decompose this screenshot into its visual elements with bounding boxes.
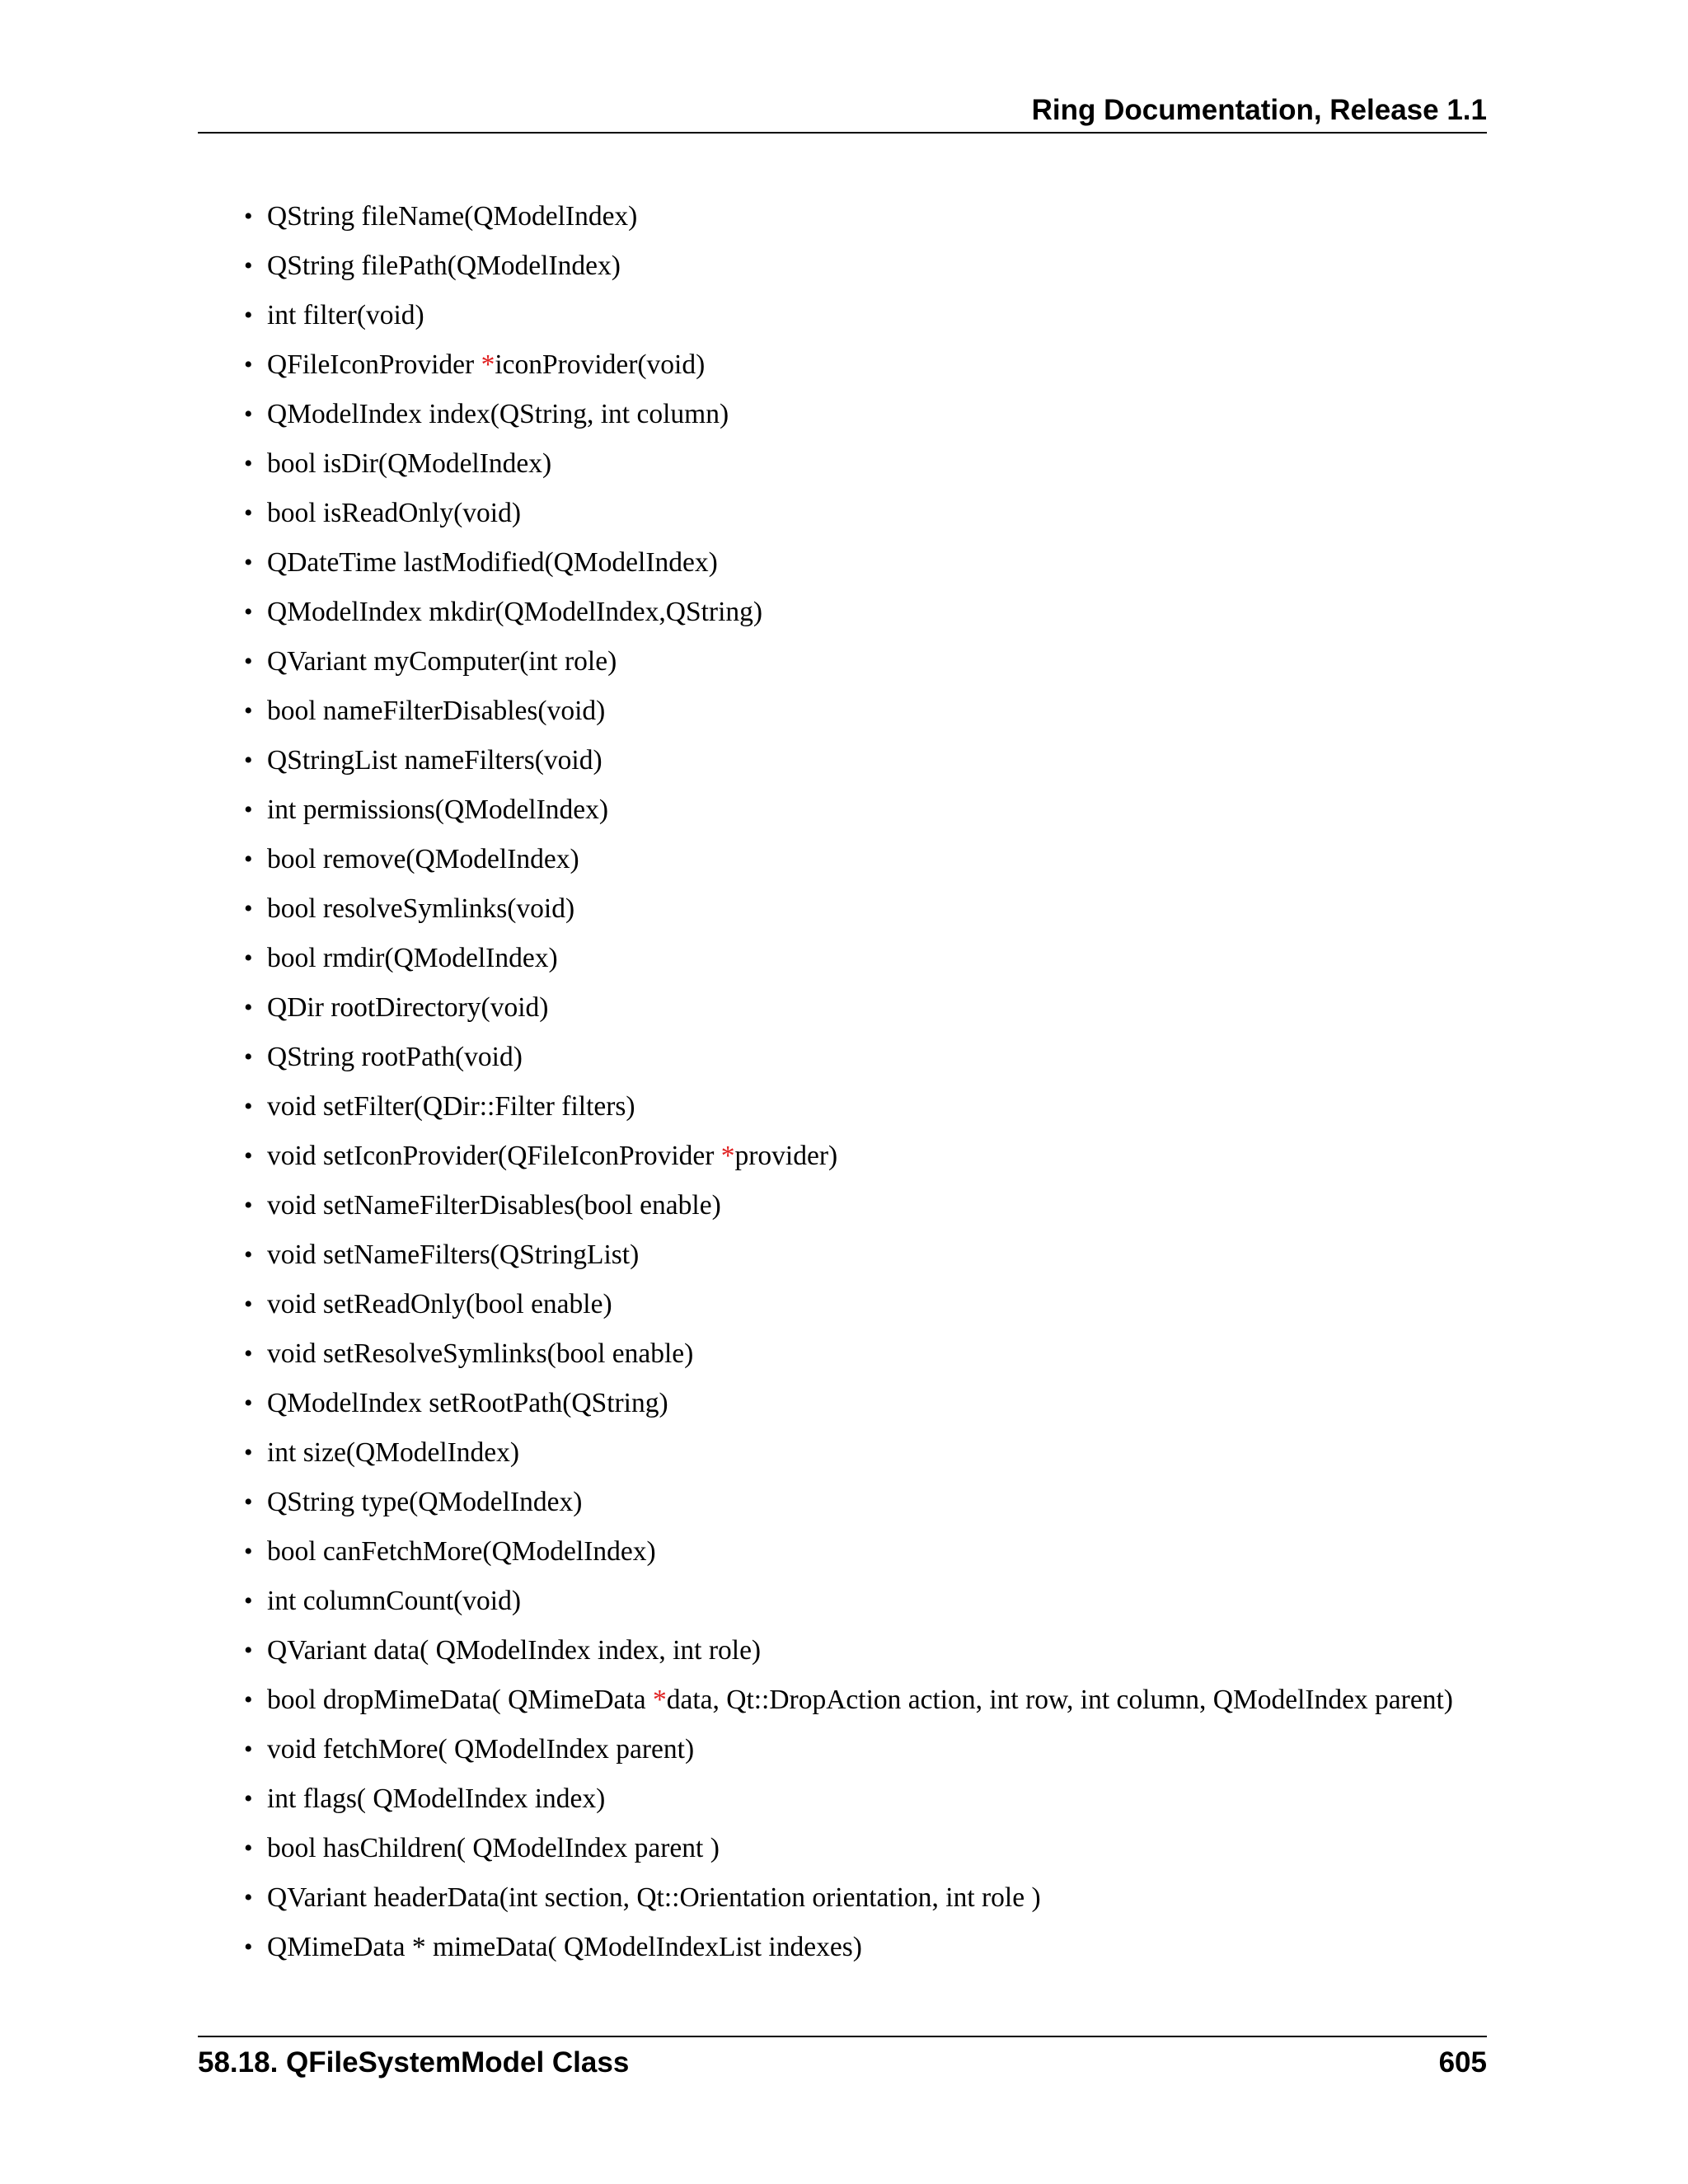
method-signature [267,1478,582,1527]
signature-text: QModelIndex mkdir(QModelIndex,QString) [267,597,763,627]
bullet-icon: • [244,944,253,972]
method-signature [267,1379,668,1428]
list-item [198,439,1487,489]
signature-text: QDir rootDirectory(void) [267,992,549,1023]
method-signature [267,192,637,241]
bullet-icon: • [244,1192,253,1219]
signature-text: int flags( QModelIndex index) [267,1783,606,1814]
bullet-icon: • [244,302,253,329]
signature-text: bool isReadOnly(void) [267,498,521,528]
bullet-icon: • [244,796,253,823]
signature-text: data, Qt::DropAction action, int row, int column, QModelIndex parent) [666,1685,1453,1715]
signature-text: int columnCount(void) [267,1586,521,1616]
bullet-icon: • [244,1587,253,1615]
bullet-icon: • [244,252,253,279]
bullet-icon: • [244,1933,253,1961]
page-content [198,192,1487,1972]
bullet-icon: • [244,351,253,378]
list-item [198,1181,1487,1230]
signature-text: QString type(QModelIndex) [267,1487,583,1517]
method-signature [267,1280,612,1329]
bullet-icon: • [244,895,253,922]
list-item [198,1725,1487,1774]
signature-text: iconProvider(void) [495,349,706,380]
bullet-icon: • [244,401,253,428]
bullet-icon: • [244,1736,253,1763]
method-signature [267,1329,693,1379]
method-signature [267,1181,721,1230]
method-signature [267,736,603,785]
list-item [198,1082,1487,1132]
page-number: 605 [1438,2046,1487,2079]
signature-text: void setFilter(QDir::Filter filters) [267,1091,635,1122]
bullet-icon: • [244,1142,253,1169]
method-signature [267,835,579,884]
method-signature [267,1527,656,1577]
bullet-icon: • [244,450,253,477]
method-signature [267,1132,837,1181]
method-signature [267,1873,1041,1923]
method-signature [267,390,729,439]
method-signature [267,1824,720,1873]
pointer-asterisk: * [481,349,495,380]
list-item [198,1428,1487,1478]
method-signature [267,1675,1453,1725]
signature-text: bool isDir(QModelIndex) [267,448,552,479]
method-signature [267,687,605,736]
list-item [198,489,1487,538]
signature-text: bool nameFilterDisables(void) [267,696,606,726]
signature-text: bool canFetchMore(QModelIndex) [267,1536,656,1567]
bullet-icon: • [244,1785,253,1812]
list-item [198,192,1487,241]
signature-text: void setNameFilters(QStringList) [267,1240,640,1270]
signature-text: bool hasChildren( QModelIndex parent ) [267,1833,720,1863]
method-signature [267,934,558,983]
bullet-icon: • [244,203,253,230]
method-signature [267,1725,694,1774]
list-item [198,1379,1487,1428]
page-header [198,89,1487,134]
bullet-icon: • [244,598,253,626]
list-item [198,588,1487,637]
method-signature [267,588,762,637]
list-item [198,1527,1487,1577]
method-signature [267,291,424,340]
list-item [198,538,1487,588]
signature-text: bool dropMimeData( QMimeData [267,1685,653,1715]
signature-text: void fetchMore( QModelIndex parent) [267,1734,695,1765]
list-item [198,1774,1487,1824]
list-item [198,1675,1487,1725]
method-signature [267,785,608,835]
method-list [198,192,1487,1972]
bullet-icon: • [244,846,253,873]
method-signature [267,1774,605,1824]
list-item [198,785,1487,835]
page-footer [198,2036,1487,2087]
bullet-icon: • [244,1043,253,1071]
signature-text: provider) [734,1141,838,1171]
bullet-icon: • [244,697,253,724]
list-item [198,687,1487,736]
signature-text: QString fileName(QModelIndex) [267,201,638,232]
signature-text: QDateTime lastModified(QModelIndex) [267,547,718,578]
bullet-icon: • [244,549,253,576]
method-signature [267,439,551,489]
method-signature [267,1577,521,1626]
list-item [198,1230,1487,1280]
signature-text: void setIconProvider(QFileIconProvider [267,1141,721,1171]
signature-text: QVariant headerData(int section, Qt::Orientation orientation, int role ) [267,1882,1041,1913]
bullet-icon: • [244,747,253,774]
bullet-icon: • [244,1686,253,1713]
bullet-icon: • [244,648,253,675]
method-signature [267,489,521,538]
list-item [198,1033,1487,1082]
signature-text: void setReadOnly(bool enable) [267,1289,612,1319]
signature-text: QString rootPath(void) [267,1042,523,1072]
signature-text: QVariant myComputer(int role) [267,646,617,677]
list-item [198,884,1487,934]
list-item [198,1873,1487,1923]
list-item [198,340,1487,390]
method-signature [267,340,705,390]
bullet-icon: • [244,1439,253,1466]
document-title: Ring Documentation, Release 1.1 [1031,94,1487,126]
signature-text: void setResolveSymlinks(bool enable) [267,1338,694,1369]
signature-text: int permissions(QModelIndex) [267,794,609,825]
bullet-icon: • [244,1884,253,1911]
list-item [198,835,1487,884]
signature-text: int size(QModelIndex) [267,1437,520,1468]
signature-text: void setNameFilterDisables(bool enable) [267,1190,721,1221]
list-item [198,1923,1487,1972]
signature-text: bool remove(QModelIndex) [267,844,579,874]
signature-text: bool rmdir(QModelIndex) [267,943,558,973]
list-item [198,1824,1487,1873]
list-item [198,637,1487,687]
method-signature [267,241,621,291]
bullet-icon: • [244,1093,253,1120]
bullet-icon: • [244,1390,253,1417]
signature-text: QModelIndex index(QString, int column) [267,399,729,429]
signature-text: QFileIconProvider [267,349,481,380]
bullet-icon: • [244,1538,253,1565]
method-signature [267,1428,519,1478]
method-signature [267,1082,635,1132]
bullet-icon: • [244,1488,253,1516]
list-item [198,934,1487,983]
list-item [198,1577,1487,1626]
method-signature [267,637,617,687]
bullet-icon: • [244,499,253,527]
signature-text: QString filePath(QModelIndex) [267,251,621,281]
bullet-icon: • [244,1340,253,1367]
bullet-icon: • [244,1835,253,1862]
list-item [198,390,1487,439]
list-item [198,1478,1487,1527]
list-item [198,983,1487,1033]
bullet-icon: • [244,994,253,1021]
list-item [198,241,1487,291]
list-item [198,291,1487,340]
method-signature [267,983,548,1033]
signature-text: QMimeData * mimeData( QModelIndexList indexes) [267,1932,862,1962]
signature-text: QModelIndex setRootPath(QString) [267,1388,668,1418]
method-signature [267,1626,761,1675]
list-item [198,1280,1487,1329]
bullet-icon: • [244,1241,253,1268]
list-item [198,1329,1487,1379]
signature-text: QStringList nameFilters(void) [267,745,603,776]
bullet-icon: • [244,1637,253,1664]
footer-section-title: 58.18. QFileSystemModel Class [198,2046,630,2079]
signature-text: bool resolveSymlinks(void) [267,893,575,924]
method-signature [267,538,718,588]
list-item [198,1626,1487,1675]
bullet-icon: • [244,1291,253,1318]
list-item [198,736,1487,785]
method-signature [267,1033,523,1082]
signature-text: int filter(void) [267,300,424,330]
pointer-asterisk: * [720,1141,735,1171]
signature-text: QVariant data( QModelIndex index, int role) [267,1635,762,1666]
pointer-asterisk: * [652,1685,667,1715]
method-signature [267,884,574,934]
method-signature [267,1923,862,1972]
method-signature [267,1230,639,1280]
list-item [198,1132,1487,1181]
